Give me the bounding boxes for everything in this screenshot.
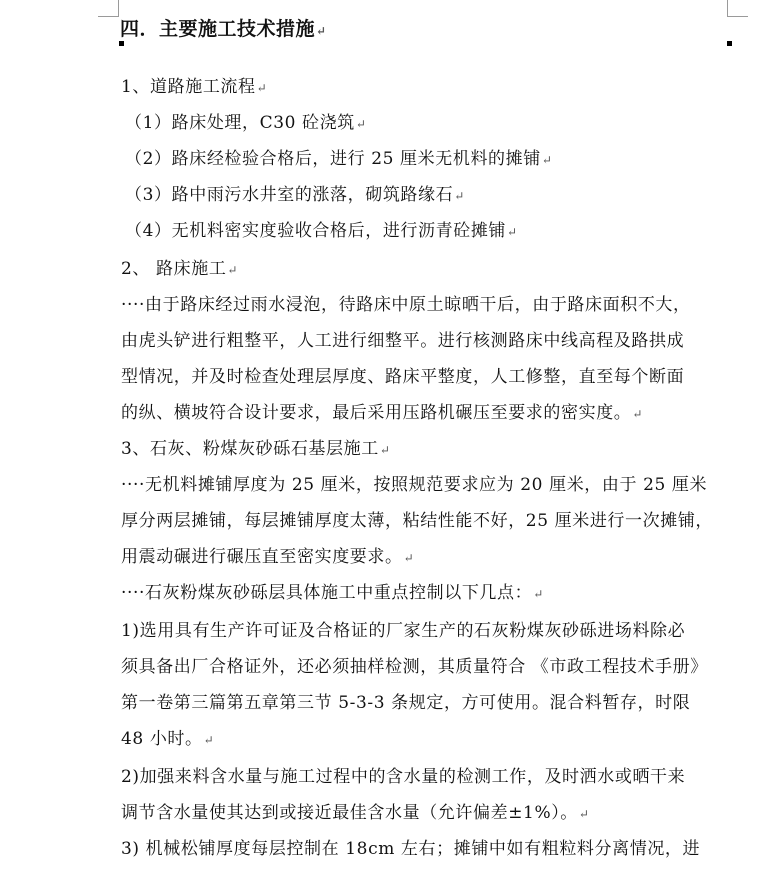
body-text-line: 第一卷第三篇第五章第三节 5-3-3 条规定，方可使用。混合料暂存，时限 [121, 693, 691, 713]
body-text-line: ····石灰粉煤灰砂砾层具体施工中重点控制以下几点：↵ [121, 583, 544, 603]
section-heading: 四．主要施工技术措施↵ [120, 18, 327, 40]
page-corner-mark-left [98, 0, 119, 17]
body-text-line: 调节含水量使其达到或接近最佳含水量（允许偏差±1%）。↵ [121, 803, 590, 823]
body-text-line: 3) 机械松铺厚度每层控制在 18cm 左右；摊铺中如有粗粒料分离情况，进 [121, 839, 701, 859]
body-text-line: 的纵、横坡符合设计要求，最后采用压路机碾压至要求的密实度。↵ [121, 403, 644, 423]
list-item: （1）路床处理，C30 砼浇筑↵ [125, 113, 367, 133]
body-text-line: 型情况，并及时检查处理层厚度、路床平整度，人工修整，直至每个断面 [121, 367, 685, 387]
body-text-line: ····由于路床经过雨水浸泡，待路床中原土晾晒干后，由于路床面积不大， [121, 295, 691, 315]
list-item: （3）路中雨污水井室的涨落，砌筑路缘石↵ [125, 185, 465, 205]
list-item: （2）路床经检验合格后，进行 25 厘米无机料的摊铺↵ [125, 149, 553, 169]
body-text-line: 由虎头铲进行粗整平，人工进行细整平。进行核测路床中线高程及路拱成 [121, 331, 685, 351]
list-item: （4）无机料密实度验收合格后，进行沥青砼摊铺↵ [125, 221, 518, 241]
section3-title: 3、石灰、粉煤灰砂砾石基层施工↵ [121, 439, 391, 459]
body-text-line: 1)选用具有生产许可证及合格证的厂家生产的石灰粉煤灰砂砾进场料除必 [121, 621, 686, 641]
section1-title: 1、道路施工流程↵ [121, 77, 268, 97]
section2-title: 2、 路床施工↵ [121, 259, 239, 279]
anchor-marker-left [119, 41, 124, 46]
body-text-line: 厚分两层摊铺，每层摊铺厚度太薄，粘结性能不好，25 厘米进行一次摊铺， [121, 511, 714, 531]
body-text-line: 用震动碾进行碾压直至密实度要求。↵ [121, 547, 415, 567]
body-text-line: 2)加强来料含水量与施工过程中的含水量的检测工作，及时洒水或晒干来 [121, 767, 686, 787]
body-text-line: 48 小时。↵ [121, 729, 215, 749]
body-text-line: ····无机料摊铺厚度为 25 厘米，按照规范要求应为 20 厘米，由于 25 厘米 [121, 475, 708, 495]
anchor-marker-right [727, 41, 732, 46]
body-text-line: 须具备出厂合格证外，还必须抽样检测，其质量符合 《市政工程技术手册》 [121, 657, 708, 677]
page-corner-mark-right [727, 0, 748, 17]
